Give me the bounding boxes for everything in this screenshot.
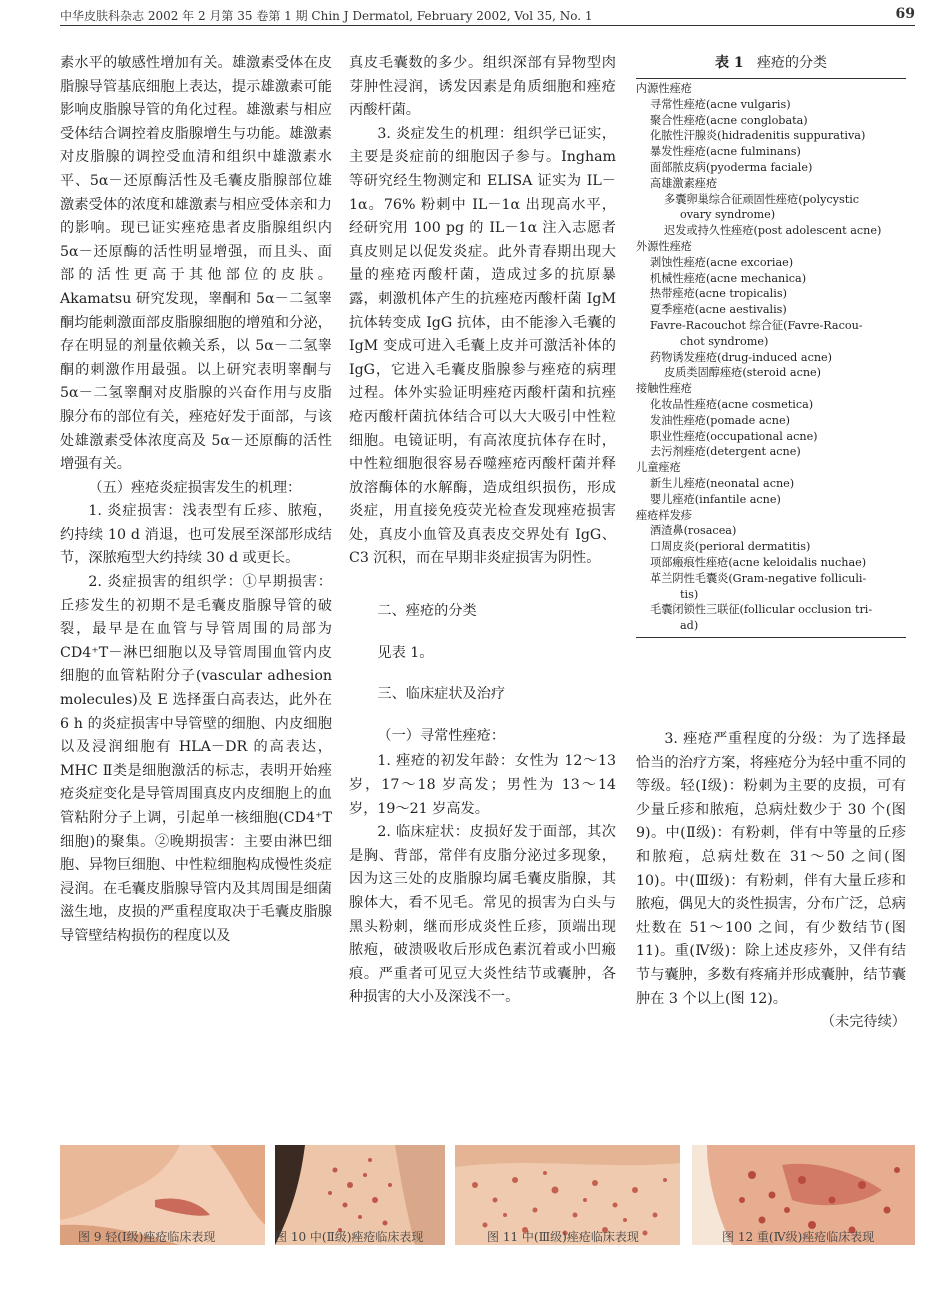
column-1 — [60, 52, 332, 949]
table-reference: 见表 1。 — [377, 644, 434, 661]
table-item: 热带痤疮(acne tropicalis) — [650, 287, 787, 301]
table-caption — [636, 52, 906, 74]
table-item: Favre-Racouchot 综合征(Favre-Racou- — [650, 318, 863, 332]
table-item: 聚合性痤疮(acne conglobata) — [650, 113, 808, 127]
paragraph: 2. 临床症状：皮损好发于面部，其次是胸、背部，常伴有皮脂分泌过多现象，因为这三处的皮脂腺均属毛囊皮脂腺，其腺体大，看不见毛。常见的损害为白头与黑头粉刺，继而形成炎性丘疹，顶端出现脓疱，破溃吸收后形成色素沉着或小凹瘢痕。严重者可见豆大炎性结节或囊肿，各种损害的大小及深浅不一。 — [349, 824, 616, 1006]
table-item: 项部瘢痕性痤疮(acne keloidalis nuchae) — [650, 555, 867, 569]
table-bottom-rule — [636, 637, 906, 638]
table-item: 夏季痤疮(acne aestivalis) — [650, 303, 787, 317]
paragraph: 1. 痤疮的初发年龄：女性为 12～13 岁，17～18 岁高发；男性为 13～14 岁，19～21 岁高发。 — [349, 753, 616, 817]
table-item: 毛囊闭锁性三联征(follicular occlusion tri- — [650, 603, 873, 617]
table-category: 接触性痤疮 — [636, 382, 692, 396]
table-category: 内源性痤疮 — [636, 82, 692, 95]
table-item: 化妆品性痤疮(acne cosmetica) — [650, 397, 814, 411]
table-item: 皮质类固醇痤疮(steroid acne) — [664, 366, 822, 380]
column-3-text — [636, 728, 906, 1035]
table-item-cont: ad) — [680, 619, 699, 633]
figure-10-caption: 图 10 中(Ⅱ级)痤疮临床表现 — [275, 1230, 424, 1244]
paragraph: 真皮毛囊数的多少。组织深部有异物型肉芽肿性浸润，诱发因素是角质细胞和痤疮丙酸杆菌。 — [349, 55, 616, 119]
figure-9-caption: 图 9 轻(Ⅰ级)痤疮临床表现 — [78, 1230, 216, 1244]
table-category: 儿童痤疮 — [636, 461, 681, 475]
table-item: 寻常性痤疮(acne vulgaris) — [650, 97, 791, 111]
table-item-cont: tis) — [680, 587, 699, 601]
page-number: 69 — [895, 6, 915, 22]
table-item: 婴儿痤疮(infantile acne) — [650, 492, 781, 506]
table-item: 酒渣鼻(rosacea) — [650, 524, 737, 538]
subsection-heading: （一）寻常性痤疮： — [377, 727, 506, 744]
paragraph: 3. 炎症发生的机理：组织学已证实，主要是炎症前的细胞因子参与。Ingham 等研究经生物测定和 ELISA 证实为 IL－1α。76% 粉刺中 IL－1α 出现高水平，经研究用 100 pg 的 IL－1α 注入志愿者真皮则足以促发炎症。此外青春期出现大量的痤疮丙酸杆菌，造成过多的抗原暴露，刺激机体产生的抗痤疮丙酸杆菌 IgM 抗体转变成 IgG 抗体，由不能渗入毛囊的 IgM 变成可进入毛囊上皮并可激活补体的 IgG，它进入毛囊皮脂腺参与痤疮的病理过程。体外实验证明痤疮丙酸杆菌和抗痤疮丙酸杆菌抗体结合可以大大吸引中性粒细胞。电镜证明，有高浓度抗体存在时，中性粒细胞很容易吞噬痤疮丙酸杆菌并释放溶酶体的水解酶，造成组织损伤，形成炎症，用直接免疫荧光检查发现痤疮损害处，真皮小血管及真表皮交界处有 IgG、C3 沉积，而在早期非炎症损害为阴性。 — [349, 125, 616, 567]
running-header — [60, 4, 915, 26]
section-heading: 三、临床症状及治疗 — [377, 686, 506, 703]
table-item: 职业性痤疮(occupational acne) — [650, 429, 818, 443]
table-label: 表 1 — [715, 55, 744, 71]
table-item: 药物诱发痤疮(drug-induced acne) — [650, 350, 833, 364]
table-category: 痤疮样发疹 — [636, 508, 692, 522]
header-rule — [60, 25, 915, 26]
column-2 — [349, 52, 616, 1010]
table-item: 口周皮炎(perioral dermatitis) — [650, 540, 811, 554]
table-item: 革兰阴性毛囊炎(Gram-negative folliculi- — [650, 571, 867, 585]
table-item: 面部脓皮病(pyoderma faciale) — [650, 160, 813, 174]
paragraph: 2. 炎症损害的组织学：①早期损害：丘疹发生的初期不是毛囊皮脂腺导管的破裂，最早是在血管与导管周围的局部为 CD4⁺T－淋巴细胞以及导管周围血管内皮细胞的血管粘附分子(vascular adhesion molecules)及 E 选择蛋白高表达，此外在 6 h 的炎症损害中导管壁的细胞、内皮细胞以及浸润细胞有 HLA－DR 的高表达，MHC Ⅱ类是细胞激活的标志，表明开始痤疮炎症变化是导管周围真皮内皮细胞上的血管粘附分子上调，引起单一核细胞(CD4⁺T 细胞)的聚集。②晚期损害：主要由淋巴细胞、异物巨细胞、中性粒细胞构成慢性炎症浸润。在毛囊皮脂腺导管内及其周围是细菌滋生地，皮损的严重程度取决于毛囊皮脂腺导管壁结构损伤的程度以及 — [60, 574, 332, 944]
paragraph: 1. 炎症损害：浅表型有丘疹、脓疱，约持续 10 d 消退，也可发展至深部形成结节，深脓疱型大约持续 30 d 或更长。 — [60, 503, 332, 567]
paragraph: 3. 痤疮严重程度的分级：为了选择最恰当的治疗方案，将痤疮分为轻中重不同的等级。轻(Ⅰ级)：粉刺为主要的皮损，可有少量丘疹和脓疱，总病灶数少于 30 个(图 9)。中(Ⅱ级)：有粉刺，伴有中等量的丘疹和脓疱，总病灶数在 31～50 之间(图 10)。中(Ⅲ级)：有粉刺，伴有大量丘疹和脓疱，偶见大的炎性损害，分布广泛，总病灶数在 51～100 之间，有少数结节(图 11)。重(Ⅳ级)：除上述皮疹外，又伴有结节与囊肿，多数有疼痛并形成囊肿，结节囊肿在 3 个以上(图 12)。 — [636, 731, 906, 1007]
to-be-continued: （未完待续） — [820, 1014, 906, 1031]
paragraph: 素水平的敏感性增加有关。雄激素受体在皮脂腺导管基底细胞上表达，提示雄激素可能影响皮脂腺导管的角化过程。雄激素与相应受体结合调控着皮脂腺增生与功能。雄激素对皮脂腺的调控受血清和组织中雄激素水平、5α－还原酶活性及毛囊皮脂腺部位雄激素受体的浓度和雄激素与相应受体亲和力的影响。现已证实痤疮患者皮脂腺组织内 5α－还原酶的活性明显增强，而且头、面部的活性更高于其他部位的皮肤。Akamatsu 研究发现，睾酮和 5α－二氢睾酮均能刺激面部皮脂腺细胞的增殖和分泌，存在明显的剂量依赖关系，以 5α－二氢睾酮的刺激作用最强。以上研究表明睾酮与 5α－二氢睾酮对皮脂腺的兴奋作用与皮脂腺分布的部位有关，痤疮好发于面部，与该处雄激素受体浓度高及 5α－还原酶的活性增强有关。 — [60, 55, 332, 473]
table-item: 高雄激素痤疮 — [650, 176, 718, 190]
section-heading: 二、痤疮的分类 — [377, 603, 477, 620]
figure-12-caption: 图 12 重(Ⅳ级)痤疮临床表现 — [722, 1230, 875, 1244]
table-category: 外源性痤疮 — [636, 239, 692, 253]
table-item: 暴发性痤疮(acne fulminans) — [650, 145, 801, 159]
table-item: 发油性痤疮(pomade acne) — [650, 413, 790, 427]
table-item: 去污剂痤疮(detergent acne) — [650, 445, 801, 459]
table-item: 迟发或持久性痤疮(post adolescent acne) — [664, 224, 882, 238]
table-title: 痤疮的分类 — [756, 55, 827, 71]
subsection-heading: （五）痤疮炎症损害发生的机理： — [88, 479, 302, 496]
table-item: 多囊卵巢综合征顽固性痤疮(polycystic — [664, 192, 860, 206]
table-item: 新生儿痤疮(neonatal acne) — [650, 476, 795, 490]
table-item-cont: ovary syndrome) — [680, 208, 776, 222]
table-item-cont: chot syndrome) — [680, 334, 769, 348]
figure-11-caption: 图 11 中(Ⅲ级)痤疮临床表现 — [487, 1230, 639, 1244]
journal-citation: 中华皮肤科杂志 2002 年 2 月第 35 卷第 1 期 Chin J Dermatol, February 2002, Vol 35, No. 1 — [60, 9, 593, 23]
table-item: 化脓性汗腺炎(hidradenitis suppurativa) — [650, 129, 866, 143]
table-item: 剥蚀性痤疮(acne excoriae) — [650, 255, 794, 269]
table-1 — [636, 52, 906, 638]
table-item: 机械性痤疮(acne mechanica) — [650, 271, 807, 285]
